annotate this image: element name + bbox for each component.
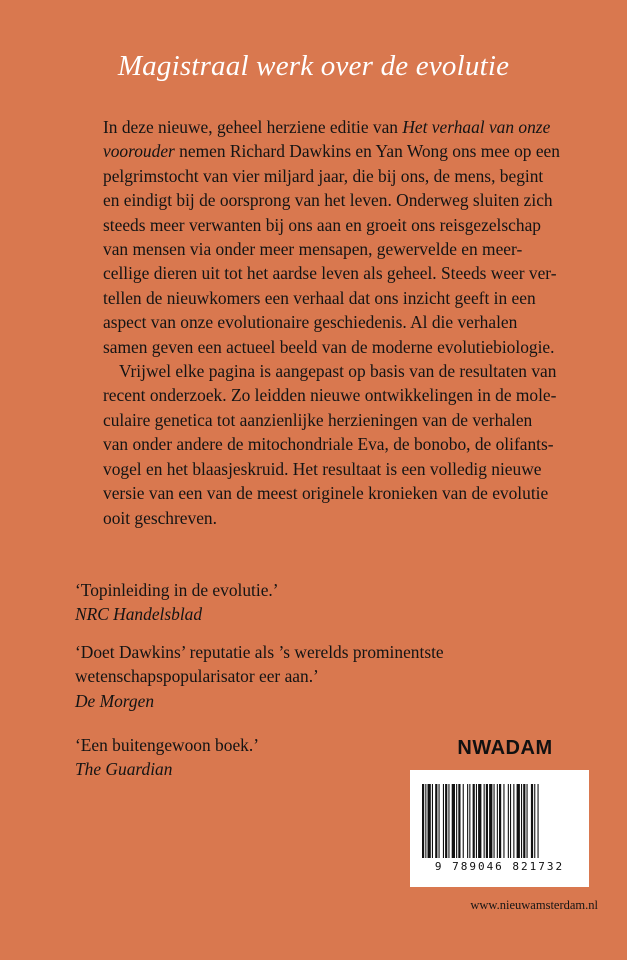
blurb-line: aspect van onze evolutionaire geschiedenis. Al die verhalen (103, 312, 518, 333)
book-title-italic: voorouder (103, 141, 175, 162)
blurb-line: recent onderzoek. Zo leidden nieuwe ontwikkelingen in de mole- (103, 385, 557, 406)
quote-text: wetenschapspopularisator eer aan.’ (75, 666, 319, 687)
quote-source: NRC Handelsblad (75, 604, 203, 625)
quote-source: The Guardian (75, 759, 173, 780)
review-quote (75, 733, 259, 782)
blurb-line: vogel en het blaasjeskruid. Het resultaat is een volledig nieuwe (103, 458, 542, 479)
review-quote (75, 640, 444, 713)
blurb-line: pelgrimstocht van vier miljard jaar, die bij ons, de mens, begint (103, 165, 544, 186)
blurb-line: samen geven een actueel beeld van de moderne evolutiebiologie. (103, 336, 555, 357)
quote-source: De Morgen (75, 690, 155, 711)
blurb-line: voorouder nemen Richard Dawkins en Yan Wong ons mee op een (103, 141, 560, 162)
blurb-line: steeds meer verwanten bij ons aan en groeit ons reisgezelschap (103, 214, 541, 235)
barcode-bars (422, 784, 577, 858)
blurb-line: ooit geschreven. (103, 507, 217, 528)
blurb-paragraph-2 (103, 359, 573, 530)
blurb-line: cellige dieren uit tot het aardse leven als geheel. Steeds weer ver- (103, 263, 557, 284)
blurb-paragraph-1 (103, 115, 573, 359)
blurb-line: culaire genetica tot aanzienlijke herzieningen van de verhalen (103, 409, 533, 430)
blurb-line: van mensen via onder meer mensapen, gewervelde en meer- (103, 239, 523, 260)
quote-text: ‘Doet Dawkins’ reputatie als ’s werelds prominentste (75, 642, 444, 662)
blurb-line: tellen de nieuwkomers een verhaal dat ons inzicht geeft in een (103, 287, 536, 308)
back-cover-title: Magistraal werk over de evolutie (117, 50, 510, 82)
blurb-line: versie van een van de meest originele kronieken van de evolutie (103, 483, 549, 504)
blurb-text (103, 115, 573, 530)
quote-text: ‘Een buitengewoon boek.’ (75, 735, 259, 755)
review-quote (75, 578, 279, 627)
isbn-barcode (410, 770, 589, 887)
blurb-line: In deze nieuwe, geheel herziene editie van Het verhaal van onze (103, 117, 551, 137)
blurb-line: van onder andere de mitochondriale Eva, de bonobo, de olifants- (103, 434, 554, 455)
publisher-website: www.nieuwamsterdam.nl (470, 898, 598, 912)
blurb-line: en eindigt bij de oorsprong van het leven. Onderweg sluiten zich (103, 190, 553, 211)
quote-text: ‘Topinleiding in de evolutie.’ (75, 580, 279, 600)
publisher-logo: NWADAM (457, 737, 553, 759)
book-title-italic: Het verhaal van onze (402, 117, 551, 137)
barcode-number: 9 789046 821732 (434, 860, 565, 873)
blurb-line: Vrijwel elke pagina is aangepast op basis van de resultaten van (119, 361, 557, 382)
